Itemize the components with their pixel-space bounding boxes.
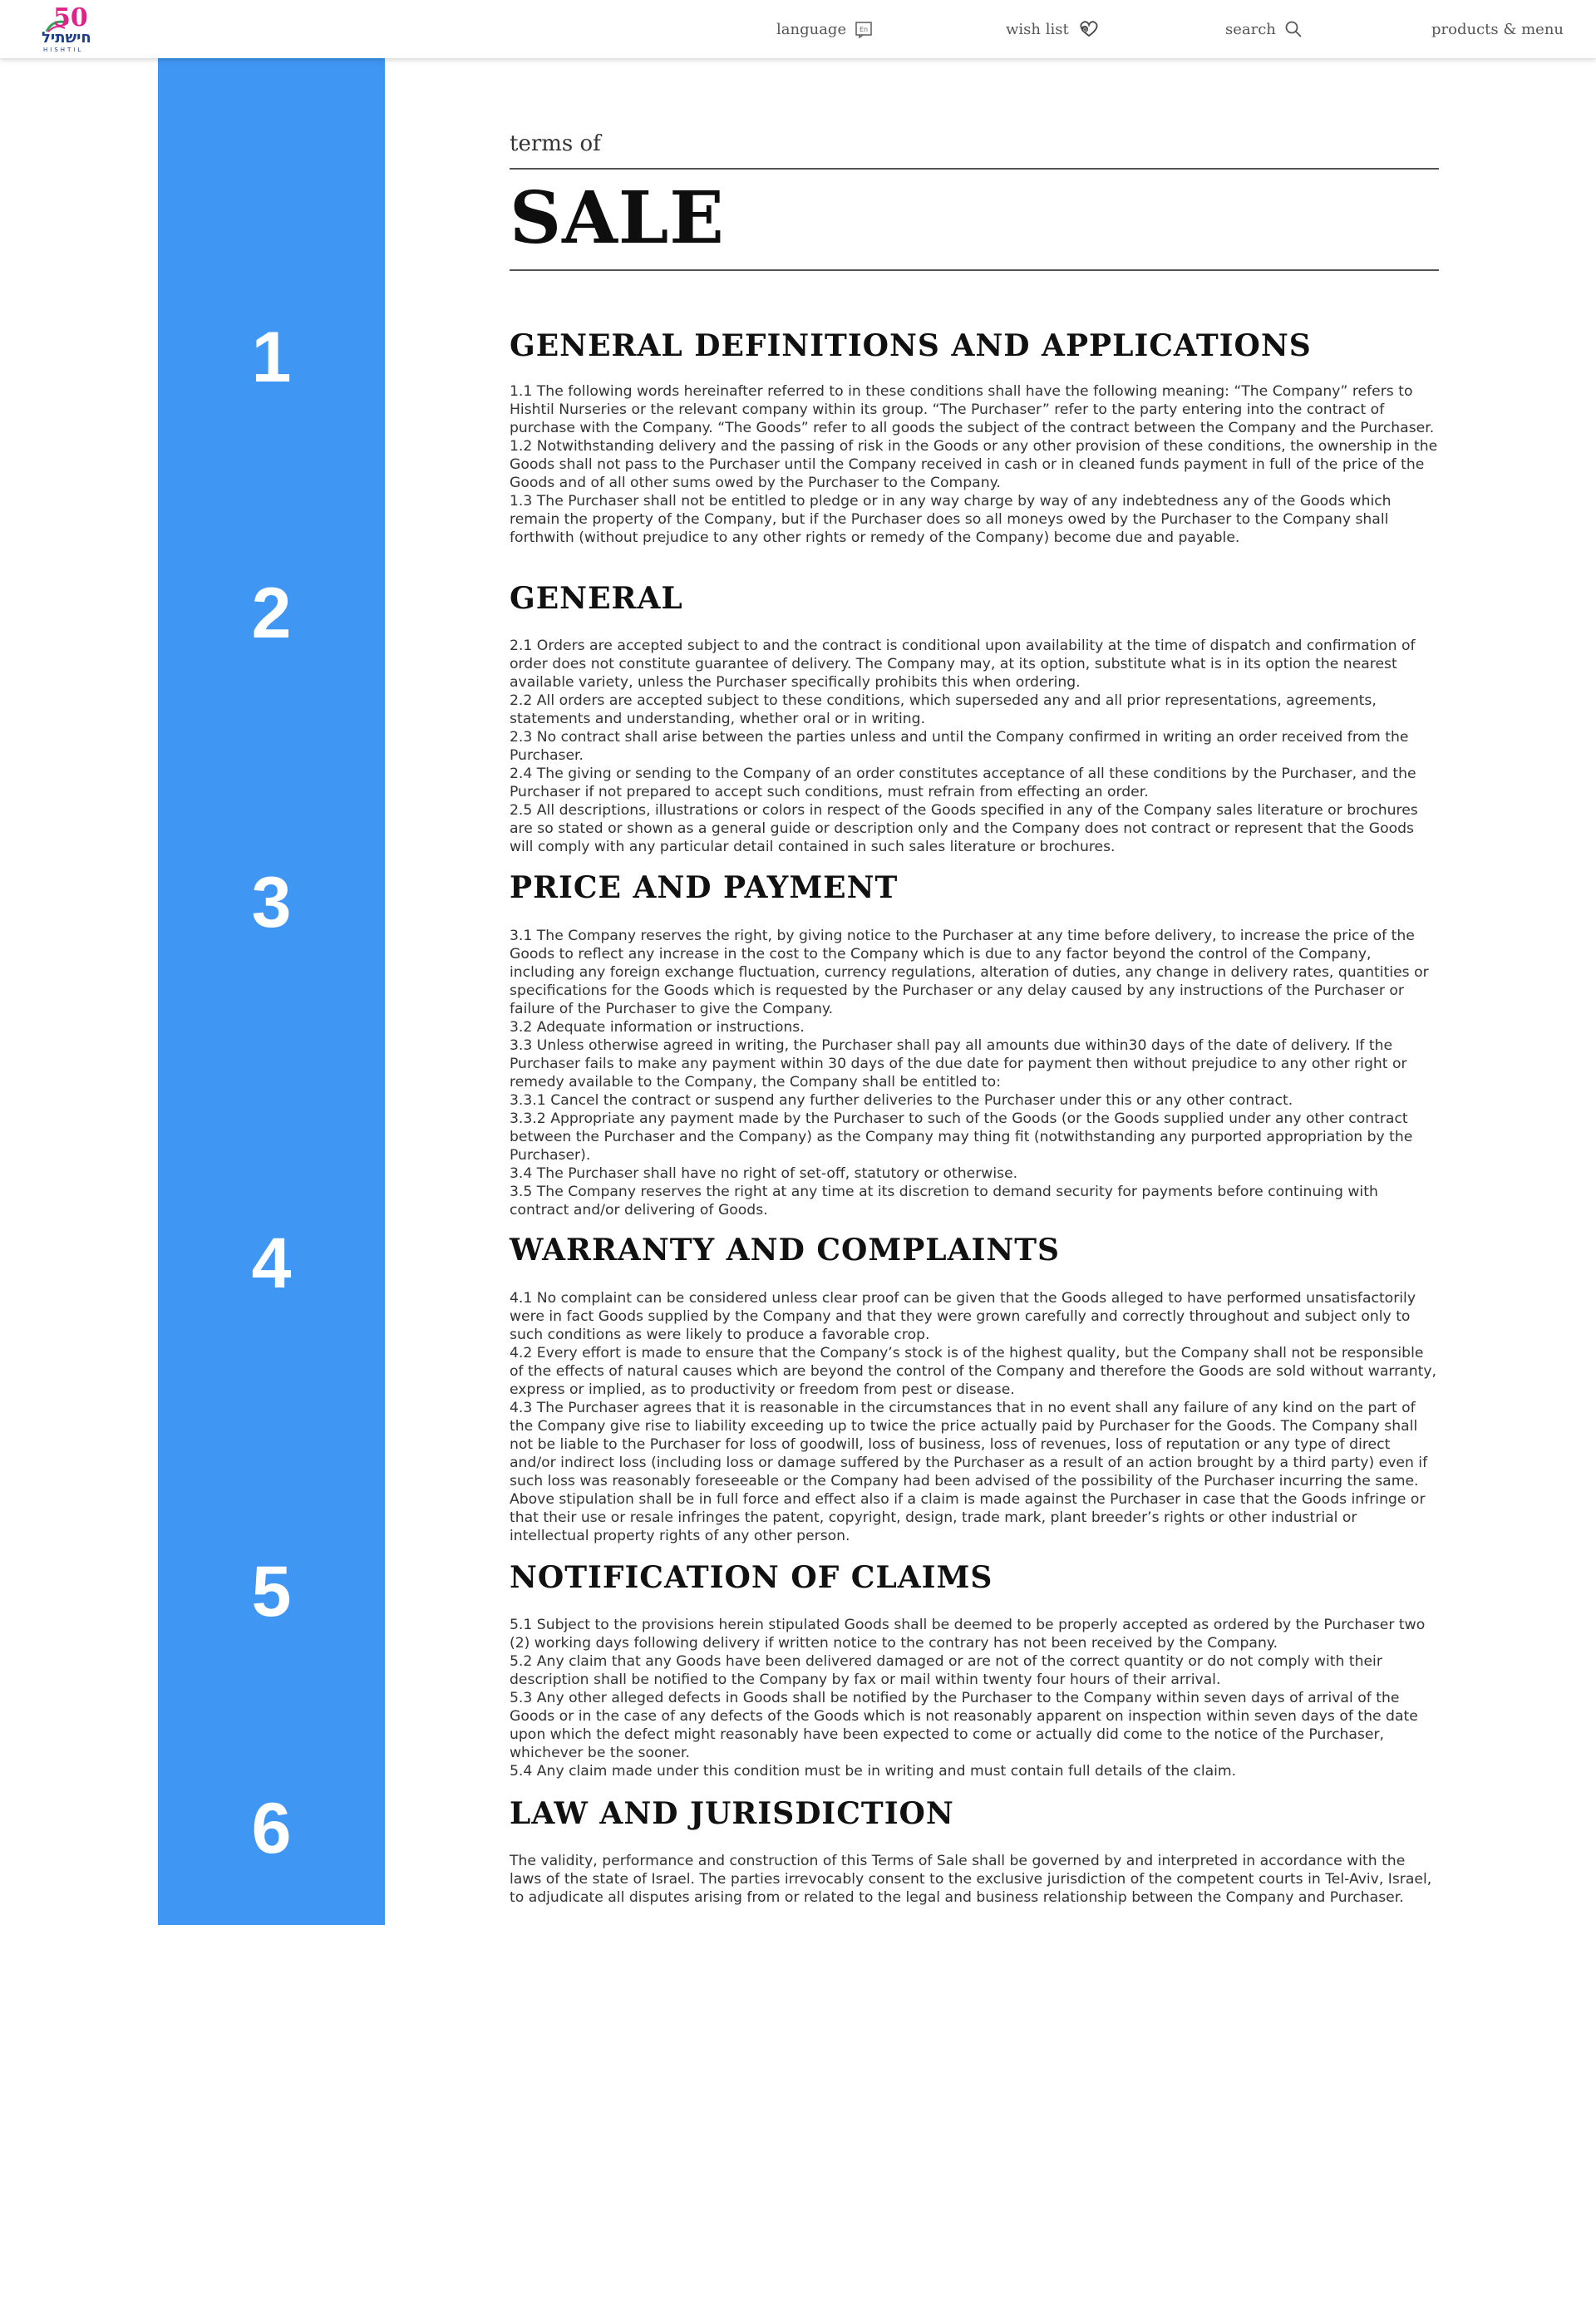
logo-hebrew: חישתיל [42, 29, 91, 47]
section-1-paragraph: 1.3 The Purchaser shall not be entitled to pledge or in any way charge by way of any indebtedness any of the Goods which remain the property of the Company, but if the Purchaser does so all moneys owed by the Purchaser to the Company shall forthwith (without prejudice to any other rights or remedy of the Company) become due and payable. [510, 493, 1392, 546]
nav-products-menu[interactable] [1431, 18, 1564, 40]
section-number-5: 5 [251, 1552, 292, 1632]
section-title-6: LAW AND JURISDICTION [510, 1796, 954, 1831]
search-icon [1284, 20, 1303, 38]
section-4-paragraph: 4.2 Every effort is made to ensure that the Company’s stock is of the highest quality, but the Company shall not be responsible of the effects of natural causes which are beyond the control of the Company and therefore the Goods are sold without warranty, express or implied, as to productivity or freedom from pest or disease. [510, 1345, 1436, 1398]
page-title: SALE [510, 176, 725, 260]
section-5-paragraph: 5.4 Any claim made under this condition must be in writing and must contain full details of the claim. [510, 1763, 1237, 1780]
section-title-5: NOTIFICATION OF CLAIMS [510, 1560, 993, 1595]
section-title-3: PRICE AND PAYMENT [510, 870, 899, 905]
section-body-1 [510, 382, 1439, 547]
section-1-paragraph: 1.2 Notwithstanding delivery and the passing of risk in the Goods or any other provision of these conditions, the ownership in the Goods shall not pass to the Purchaser until the Company received in cash or in cleaned funds payment in full of the price of the Goods and of all other sums owed by the Purchaser to the Company. [510, 438, 1438, 491]
section-4-paragraph: 4.3 The Purchaser agrees that it is reasonable in the circumstances that in no event shall any failure of any kind on the part of the Company give rise to liability exceeding up to twice the price actually paid by Purchaser for the Goods. The Company shall not be liable to the Purchaser for loss of goodwill, loss of business, loss of revenues, loss of reputation or any type of direct and/or indirect loss (including loss or damage suffered by the Purchaser as a result of an action brought by a third party) even if such loss was reasonably foreseeable or the Company had been advised of the possibility of the Purchaser incurring the same. Above stipulation shall be in full force and effect also if a claim is made against the Purchaser in case that the Goods infringe or that their use or resale infringes the patent, copyright, design, trade mark, plant breeder’s rights or other industrial or intellectual property rights of any other person. [510, 1400, 1428, 1544]
section-2-paragraph: 2.5 All descriptions, illustrations or colors in respect of the Goods specified in any of the Company sales literature or brochures are so stated or shown as a general guide or description only and the Company does not contract or represent that the Goods will comply with any particular detail contained in such sales literature or brochures. [510, 802, 1418, 855]
section-3-paragraph: 3.2 Adequate information or instructions. [510, 1019, 805, 1036]
nav-language[interactable] [776, 18, 873, 40]
wishlist-icon [1077, 20, 1101, 38]
nav-wish-list-label: wish list [1006, 20, 1069, 38]
section-body-4 [510, 1289, 1439, 1545]
logo-number: 50 [53, 3, 88, 32]
section-3-paragraph: 3.5 The Company reserves the right at any time at its discretion to demand security for payments before continuing with contract and/or delivering of Goods. [510, 1184, 1378, 1219]
section-5-paragraph: 5.3 Any other alleged defects in Goods shall be notified by the Purchaser to the Company within seven days of arrival of the Goods or in the case of any defects of the Goods which is not reasonably apparent on inspection within seven days of the date upon which the defect might reasonably have been expected to come or actually did come to the notice of the Purchaser, whichever be the sooner. [510, 1690, 1418, 1761]
section-body-5 [510, 1616, 1439, 1780]
section-body-2 [510, 637, 1439, 856]
title-top-divider [510, 168, 1439, 170]
section-title-2: GENERAL [510, 581, 683, 616]
section-5-paragraph: 5.1 Subject to the provisions herein stipulated Goods shall be deemed to be properly accepted as ordered by the Purchaser two (2) working days following delivery if written notice to the contrary has not been received by the Company. [510, 1617, 1426, 1652]
section-4-paragraph: 4.1 No complaint can be considered unless clear proof can be given that the Goods alleged to have performed unsatisfactorily were in fact Goods supplied by the Company and that they were grown carefully and correctly throughout and subject only to such conditions as were likely to produce a favorable crop. [510, 1290, 1416, 1343]
hishtil-logo[interactable] [37, 5, 103, 55]
section-body-6 [510, 1852, 1439, 1907]
section-3-paragraph: 3.3 Unless otherwise agreed in writing, the Purchaser shall pay all amounts due within30 days of the date of delivery. If the Purchaser fails to make any payment within 30 days of the due date for payment then without prejudice to any other right or remedy available to the Company, the Company shall be entitled to: [510, 1037, 1407, 1091]
section-2-paragraph: 2.4 The giving or sending to the Company of an order constitutes acceptance of all these conditions by the Purchaser, and the Purchaser if not prepared to accept such conditions, must refrain from effecting an order. [510, 766, 1416, 800]
section-2-paragraph: 2.3 No contract shall arise between the parties unless and until the Company confirmed in writing an order received from the Purchaser. [510, 729, 1409, 764]
svg-text:En: En [860, 26, 869, 33]
section-3-paragraph: 3.3.2 Appropriate any payment made by the Purchaser to such of the Goods (or the Goods supplied under any other contract between the Purchaser and the Company) as the Company may thing fit (notwithstanding any purported appropriation by the Purchaser). [510, 1110, 1413, 1164]
logo-latin: HISHTIL [43, 47, 84, 53]
section-2-paragraph: 2.2 All orders are accepted subject to these conditions, which superseded any and all prior representations, agreements, statements and understanding, whether oral or in writing. [510, 692, 1377, 727]
section-number-2: 2 [251, 574, 292, 653]
nav-wish-list[interactable] [1006, 18, 1101, 40]
section-number-1: 1 [251, 318, 292, 397]
section-3-paragraph: 3.3.1 Cancel the contract or suspend any further deliveries to the Purchaser under this or any other contract. [510, 1092, 1293, 1109]
nav-search-label: search [1225, 20, 1276, 38]
section-3-paragraph: 3.4 The Purchaser shall have no right of set-off, statutory or otherwise. [510, 1165, 1018, 1182]
nav-products-menu-label: products & menu [1431, 20, 1564, 38]
section-title-4: WARRANTY AND COMPLAINTS [510, 1233, 1061, 1268]
nav-search[interactable] [1225, 18, 1303, 40]
section-number-6: 6 [251, 1789, 292, 1868]
section-number-4: 4 [251, 1223, 292, 1303]
title-bottom-divider [510, 269, 1439, 271]
section-3-paragraph: 3.1 The Company reserves the right, by giving notice to the Purchaser at any time before delivery, to increase the price of the Goods to reflect any increase in the cost to the Company which is due to any factor beyond the control of the Company, including any foreign exchange fluctuation, currency regulations, alteration of duties, any change in delivery rates, quantities or specifications for the Goods which is requested by the Purchaser or any delay caused by any instructions of the Purchaser or failure of the Purchaser to give the Company. [510, 928, 1429, 1017]
section-5-paragraph: 5.2 Any claim that any Goods have been delivered damaged or are not of the correct quantity or do not comply with their description shall be notified to the Company by fax or mail within twenty four hours of their arrival. [510, 1653, 1382, 1688]
page-eyebrow: terms of [510, 131, 601, 156]
section-1-paragraph: 1.1 The following words hereinafter referred to in these conditions shall have the following meaning: “The Company” refers to Hishtil Nurseries or the relevant company within its group. “The Purchaser” refer to the party entering into the contract of purchase with the Company. “The Goods” refer to all goods the subject of the contract between the Company and the Purchaser. [510, 383, 1435, 436]
nav-language-label: language [776, 20, 847, 38]
svg-text:0: 0 [1082, 27, 1087, 33]
language-icon [855, 20, 873, 38]
section-body-3 [510, 927, 1439, 1219]
top-navigation-bar [0, 0, 1596, 58]
section-title-1: GENERAL DEFINITIONS AND APPLICATIONS [510, 328, 1312, 363]
section-6-paragraph: The validity, performance and construction of this Terms of Sale shall be governed by and interpreted in accordance with the laws of the state of Israel. The parties irrevocably consent to the exclusive jurisdiction of the competent courts in Tel-Aviv, Israel, to adjudicate all disputes arising from or related to the legal and business relationship between the Company and Purchaser. [510, 1853, 1432, 1906]
section-2-paragraph: 2.1 Orders are accepted subject to and the contract is conditional upon availability at the time of dispatch and confirmation of order does not constitute guarantee of delivery. The Company may, at its option, substitute what is in its option the nearest available variety, unless the Purchaser specifically prohibits this when ordering. [510, 638, 1416, 691]
section-number-3: 3 [251, 863, 292, 943]
